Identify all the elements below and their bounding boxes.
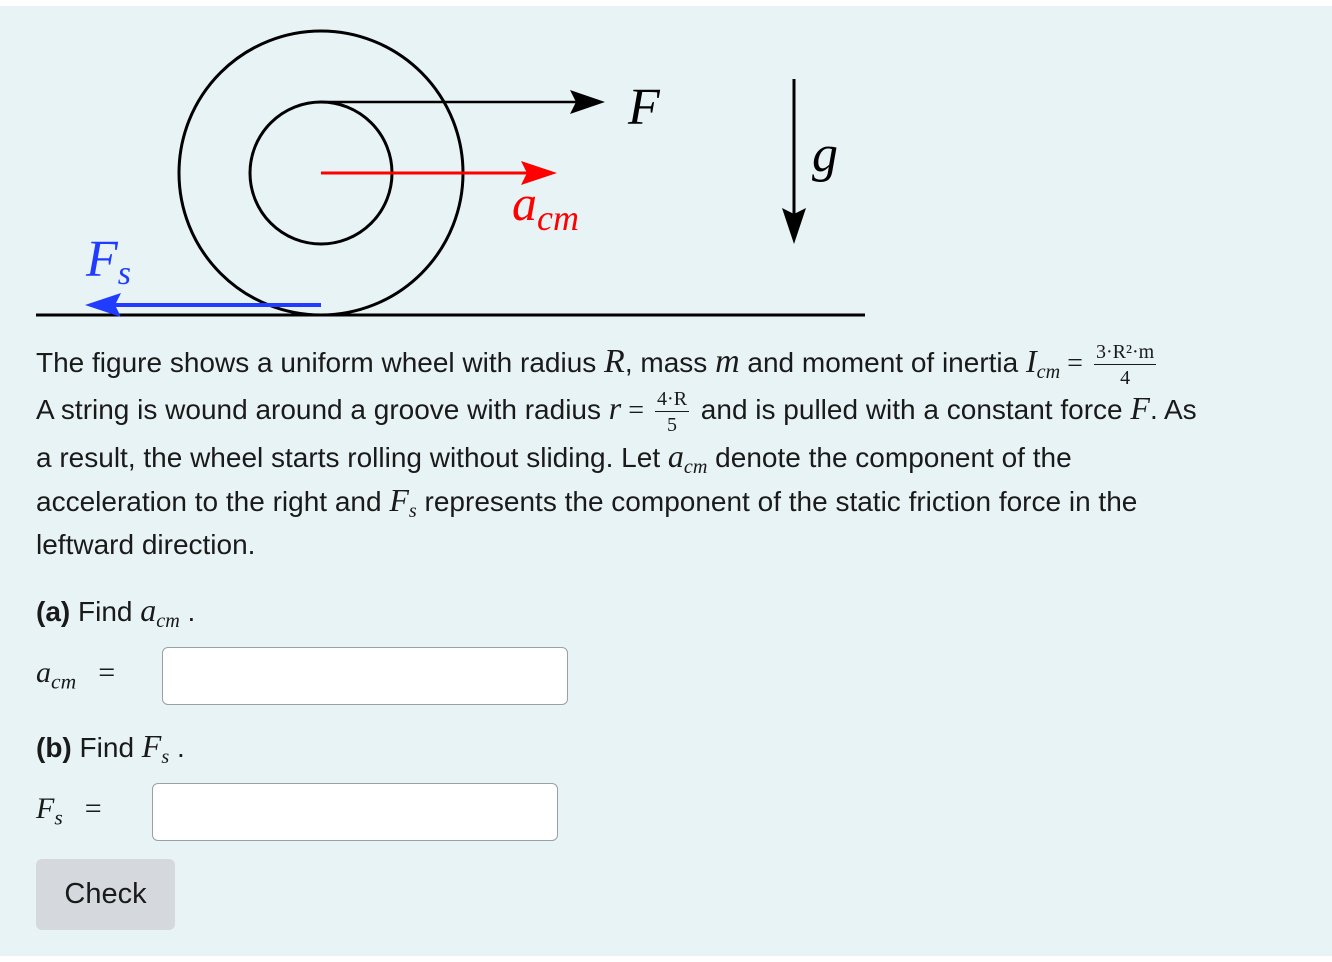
- problem-line-4: acceleration to the right and $F_s$ represents the component of the static friction force in the: [36, 482, 1138, 523]
- part-a-answer-label: $a_{cm}$ =: [36, 656, 116, 694]
- part-a-prompt: (a) Find $a_{cm}$ .: [36, 592, 196, 633]
- problem-line-3: a result, the wheel starts rolling without sliding. Let $a_{cm}$ denote the component of the: [36, 438, 1072, 479]
- problem-statement: [36, 338, 1332, 568]
- wheel-diagram: [0, 6, 900, 336]
- question-panel: [0, 6, 1332, 956]
- part-b-prompt: (b) Find $F_s$ .: [36, 728, 185, 769]
- label-F-s: Fs: [86, 231, 131, 292]
- inertia-fraction: $\frac{\text{3·R²·m}}{4}$: [1095, 340, 1155, 389]
- part-b-answer-label: $F_s$ =: [36, 792, 102, 830]
- problem-line-1: The figure shows a uniform wheel with radius R, mass m and moment of inertia $I_{cm}$ = $\frac{\text{3·R²·m}}{4}$: [36, 340, 1155, 389]
- answer-input-F-s[interactable]: [152, 783, 558, 841]
- problem-line-2: A string is wound around a groove with radius r = $\frac{4\cdot R}{5}$ and is pulled with a constant force F. As: [36, 387, 1197, 436]
- answer-input-a-cm[interactable]: [162, 647, 568, 705]
- check-button[interactable]: Check: [36, 859, 175, 930]
- problem-line-5: leftward direction.: [36, 529, 256, 560]
- label-F: F: [628, 79, 660, 136]
- label-a-cm: acm: [512, 175, 579, 238]
- label-g: g: [812, 126, 838, 183]
- groove-fraction: $\frac{4\cdot R}{5}$: [657, 387, 688, 436]
